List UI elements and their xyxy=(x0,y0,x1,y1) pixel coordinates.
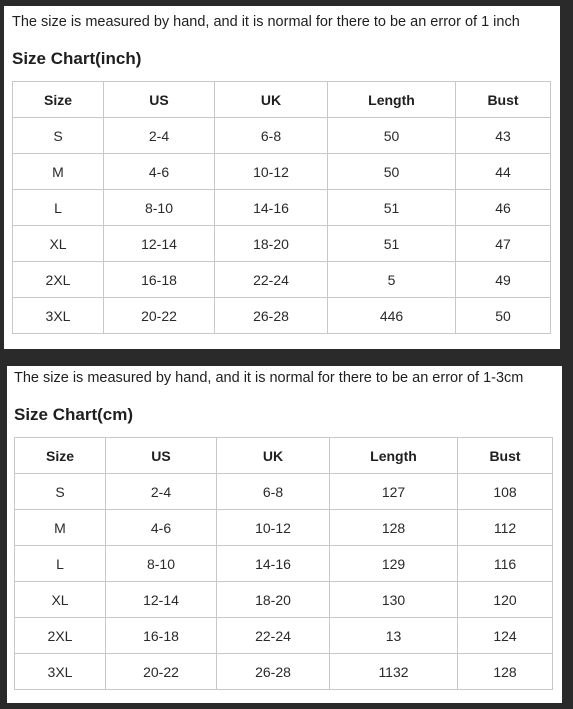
cm-size-table xyxy=(14,437,553,690)
cell-length: 5 xyxy=(328,262,456,298)
cell-bust: 43 xyxy=(456,118,551,154)
table-row xyxy=(15,474,553,510)
cell-us: 12-14 xyxy=(104,226,215,262)
cell-length: 51 xyxy=(328,190,456,226)
header-uk: UK xyxy=(215,82,328,118)
cell-us: 8-10 xyxy=(106,546,217,582)
cell-length: 50 xyxy=(328,154,456,190)
cell-bust: 112 xyxy=(458,510,553,546)
cm-size-chart-panel xyxy=(7,366,562,703)
cell-uk: 10-12 xyxy=(215,154,328,190)
inch-chart-title: Size Chart(inch) xyxy=(12,49,142,68)
table-row xyxy=(15,618,553,654)
cell-size: S xyxy=(15,474,106,510)
header-bust: Bust xyxy=(456,82,551,118)
cell-size: 2XL xyxy=(13,262,104,298)
cell-us: 8-10 xyxy=(104,190,215,226)
cell-size: S xyxy=(13,118,104,154)
inch-measurement-note: The size is measured by hand, and it is normal for there to be an error of 1 inch xyxy=(12,14,520,30)
cell-bust: 46 xyxy=(456,190,551,226)
header-length: Length xyxy=(330,438,458,474)
cell-us: 16-18 xyxy=(104,262,215,298)
header-uk: UK xyxy=(217,438,330,474)
cell-length: 446 xyxy=(328,298,456,334)
table-row xyxy=(13,298,551,334)
cm-measurement-note: The size is measured by hand, and it is normal for there to be an error of 1-3cm xyxy=(14,370,524,386)
table-row xyxy=(15,654,553,690)
cell-us: 4-6 xyxy=(104,154,215,190)
cell-uk: 26-28 xyxy=(217,654,330,690)
cell-uk: 14-16 xyxy=(217,546,330,582)
inch-size-table xyxy=(12,81,551,334)
table-row xyxy=(13,118,551,154)
cell-us: 20-22 xyxy=(104,298,215,334)
cell-uk: 6-8 xyxy=(217,474,330,510)
cell-uk: 22-24 xyxy=(215,262,328,298)
cell-size: 2XL xyxy=(15,618,106,654)
cell-length: 129 xyxy=(330,546,458,582)
table-row xyxy=(13,262,551,298)
cell-length: 127 xyxy=(330,474,458,510)
cm-chart-title: Size Chart(cm) xyxy=(14,405,134,424)
cell-length: 1132 xyxy=(330,654,458,690)
cell-size: L xyxy=(13,190,104,226)
table-header-row xyxy=(15,438,553,474)
cell-size: 3XL xyxy=(13,298,104,334)
table-row xyxy=(15,582,553,618)
header-length: Length xyxy=(328,82,456,118)
table-row xyxy=(13,190,551,226)
header-us: US xyxy=(104,82,215,118)
cell-size: XL xyxy=(13,226,104,262)
cell-length: 51 xyxy=(328,226,456,262)
inch-size-chart-panel xyxy=(4,6,560,349)
cell-bust: 108 xyxy=(458,474,553,510)
table-row xyxy=(13,226,551,262)
header-bust: Bust xyxy=(458,438,553,474)
cell-bust: 44 xyxy=(456,154,551,190)
cell-us: 12-14 xyxy=(106,582,217,618)
cell-length: 13 xyxy=(330,618,458,654)
table-row xyxy=(15,510,553,546)
cell-uk: 22-24 xyxy=(217,618,330,654)
cell-size: L xyxy=(15,546,106,582)
cell-size: M xyxy=(15,510,106,546)
cell-us: 2-4 xyxy=(104,118,215,154)
cell-length: 50 xyxy=(328,118,456,154)
cell-size: M xyxy=(13,154,104,190)
cell-bust: 116 xyxy=(458,546,553,582)
header-us: US xyxy=(106,438,217,474)
cell-us: 2-4 xyxy=(106,474,217,510)
cell-uk: 26-28 xyxy=(215,298,328,334)
cell-bust: 120 xyxy=(458,582,553,618)
cell-uk: 18-20 xyxy=(217,582,330,618)
cell-uk: 10-12 xyxy=(217,510,330,546)
cell-length: 128 xyxy=(330,510,458,546)
cell-bust: 124 xyxy=(458,618,553,654)
header-size: Size xyxy=(13,82,104,118)
table-header-row xyxy=(13,82,551,118)
header-size: Size xyxy=(15,438,106,474)
cell-uk: 14-16 xyxy=(215,190,328,226)
cell-us: 4-6 xyxy=(106,510,217,546)
cell-uk: 6-8 xyxy=(215,118,328,154)
table-row xyxy=(13,154,551,190)
cell-length: 130 xyxy=(330,582,458,618)
cell-us: 16-18 xyxy=(106,618,217,654)
cell-size: 3XL xyxy=(15,654,106,690)
cell-size: XL xyxy=(15,582,106,618)
cell-uk: 18-20 xyxy=(215,226,328,262)
cell-bust: 47 xyxy=(456,226,551,262)
cell-bust: 50 xyxy=(456,298,551,334)
cell-bust: 128 xyxy=(458,654,553,690)
table-row xyxy=(15,546,553,582)
cell-us: 20-22 xyxy=(106,654,217,690)
cell-bust: 49 xyxy=(456,262,551,298)
